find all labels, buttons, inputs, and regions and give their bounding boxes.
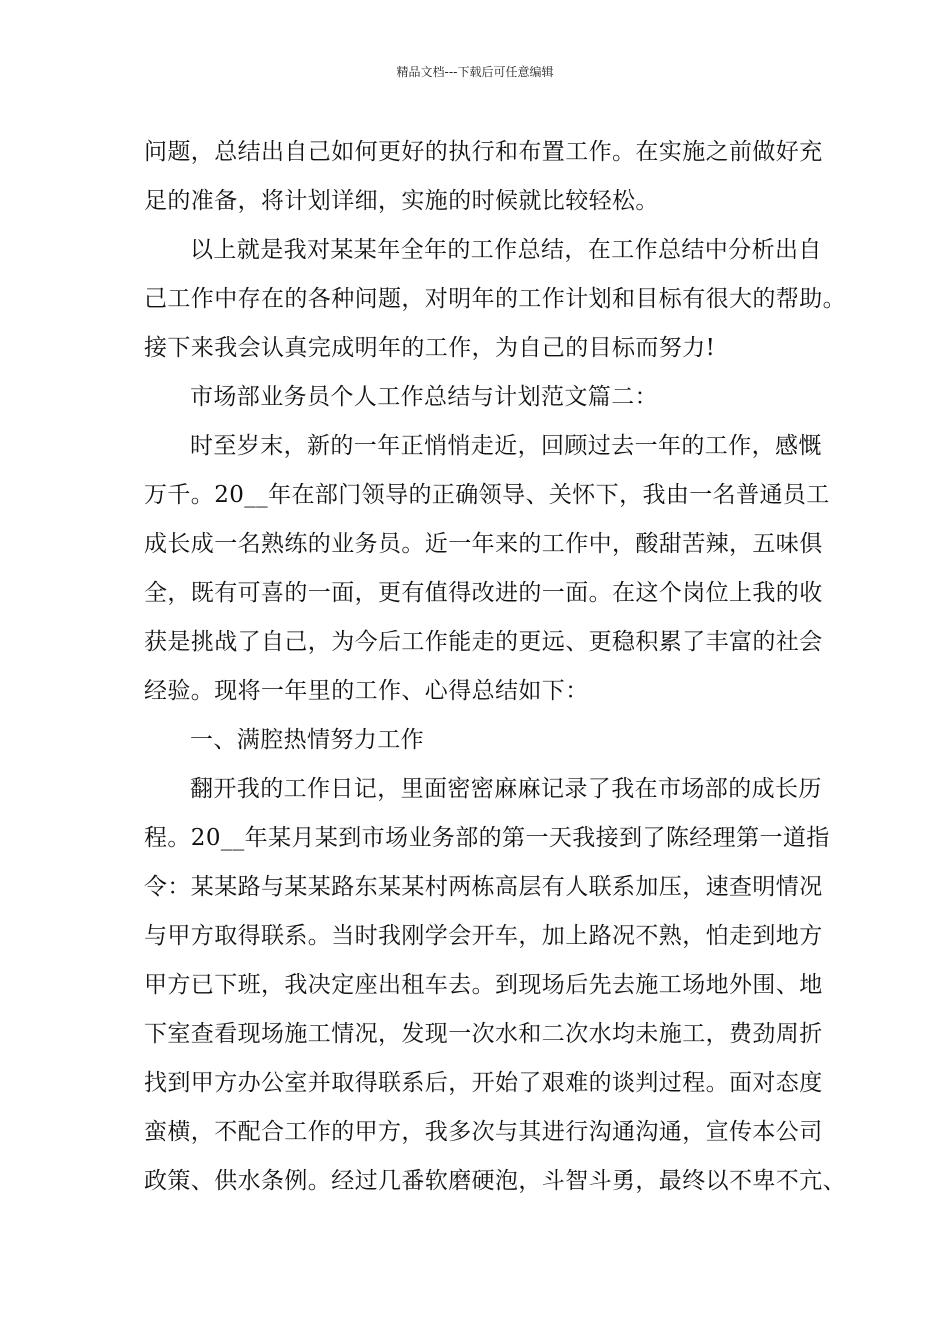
text-line: 时至岁末，新的一年正悄悄走近，回顾过去一年的工作，感慨 — [190, 433, 822, 459]
text-line: 万千。20__年在部门领导的正确领导、关怀下，我由一名普通员工 — [144, 482, 830, 508]
text-line: 足的准备，将计划详细，实施的时候就比较轻松。 — [144, 188, 659, 214]
text-line: 成长成一名熟练的业务员。近一年来的工作中，酸甜苦辣，五味俱 — [144, 531, 823, 557]
text-line: 蛮横，不配合工作的甲方，我多次与其进行沟通沟通，宣传本公司 — [144, 1119, 823, 1145]
text-line: 甲方已下班，我决定座出租车去。到现场后先去施工场地外围、地 — [144, 972, 823, 998]
document-body — [144, 128, 846, 1206]
text-line: 与甲方取得联系。当时我刚学会开车，加上路况不熟，怕走到地方 — [144, 923, 823, 949]
text-line: 经验。现将一年里的工作、心得总结如下： — [144, 678, 589, 704]
text-line: 问题，总结出自己如何更好的执行和布置工作。在实施之前做好充 — [144, 139, 823, 165]
section-heading: 市场部业务员个人工作总结与计划范文篇二： — [190, 384, 658, 410]
text-line: 己工作中存在的各种问题，对明年的工作计划和目标有很大的帮助。 — [144, 286, 846, 312]
text-line: 令：某某路与某某路东某某村两栋高层有人联系加压，速查明情况 — [144, 874, 823, 900]
text-line: 接下来我会认真完成明年的工作，为自己的目标而努力! — [144, 335, 716, 361]
text-line: 全，既有可喜的一面，更有值得改进的一面。在这个岗位上我的收 — [144, 580, 823, 606]
text-line: 翻开我的工作日记，里面密密麻麻记录了我在市场部的成长历 — [190, 776, 822, 802]
text-line: 找到甲方办公室并取得联系后，开始了艰难的谈判过程。面对态度 — [144, 1070, 823, 1096]
text-line: 以上就是我对某某年全年的工作总结，在工作总结中分析出自 — [190, 237, 822, 263]
section-heading: 一、满腔热情努力工作 — [190, 727, 424, 753]
text-line: 程。20__年某月某到市场业务部的第一天我接到了陈经理第一道指 — [144, 825, 830, 851]
text-line: 下室查看现场施工情况，发现一次水和二次水均未施工，费劲周折 — [144, 1021, 823, 1047]
page-header: 精品文档---下载后可任意编辑 — [396, 65, 554, 79]
text-line: 获是挑战了自己，为今后工作能走的更远、更稳积累了丰富的社会 — [144, 629, 823, 655]
text-line: 政策、供水条例。经过几番软磨硬泡，斗智斗勇，最终以不卑不亢、 — [144, 1168, 846, 1194]
